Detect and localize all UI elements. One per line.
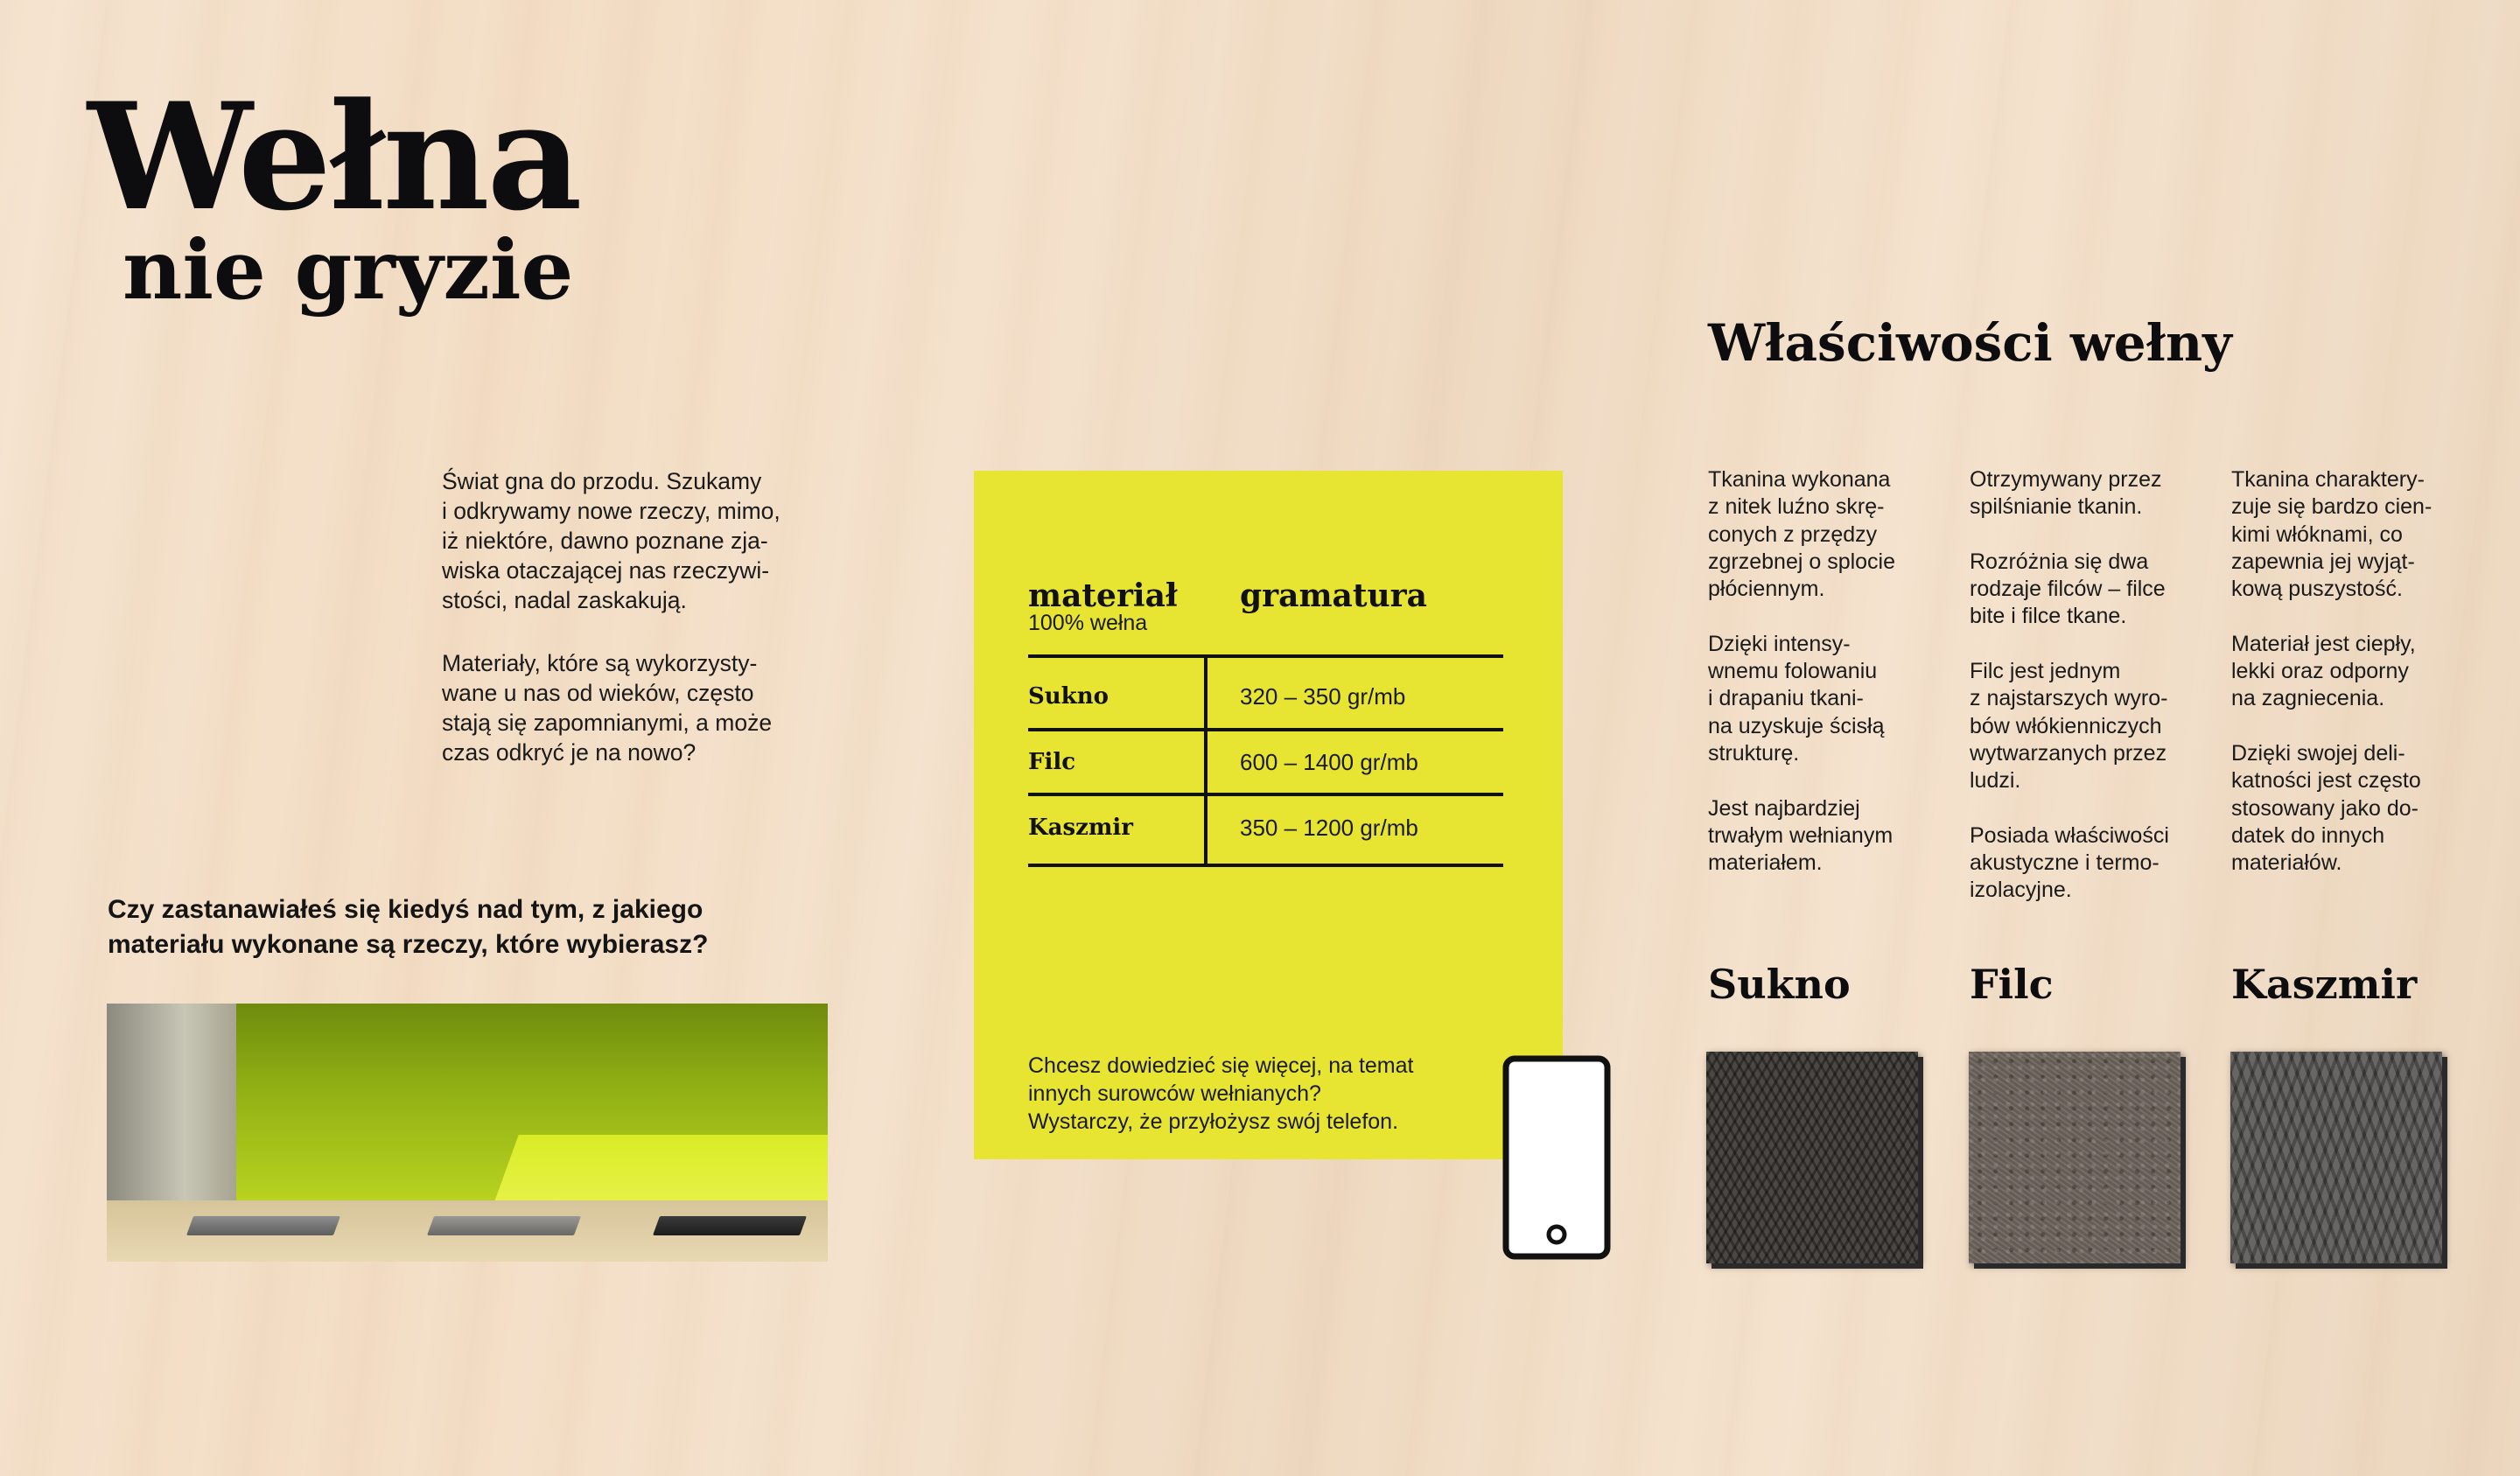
properties-title: Właściwości wełny	[1708, 313, 2232, 373]
table-row-value: 320 – 350 gr/mb	[1240, 683, 1406, 710]
question-text: Czy zastanawiałeś się kiedyś nad tym, z jakiego materiału wykonane są rzeczy, które wybierasz?	[108, 895, 709, 959]
table-rule	[1028, 728, 1503, 731]
fabric-sample-filc	[1969, 1052, 2180, 1263]
table-column-divider	[1204, 656, 1208, 865]
table-row-value: 600 – 1400 gr/mb	[1240, 749, 1418, 775]
table-row-name: Sukno	[1028, 683, 1109, 710]
properties-column-filc: Otrzymywany przez spilśnianie tkanin. Rozróżnia się dwa rodzaje filców – filce bite i filce tkane. Filc jest jednym z najstarszych wyro- bów włókienniczych wytwarzanych przez ludzi. Posiada właściwości akustyczne i termo- izolacyjne.	[1970, 467, 2169, 903]
properties-column-sukno: Tkanina wykonana z nitek luźno skrę- conych z przędzy zgrzebnej o splocie płóciennym. Dzięki intensy- wnemu folowaniu i drapaniu tkani- na uzyskuje ścisłą strukturę. Jest najbardziej trwałym wełnianym materiałem.	[1708, 467, 1896, 876]
gramatura-panel	[974, 471, 1563, 1159]
page-title: Wełna	[88, 70, 580, 243]
fabric-sample-kaszmir	[2230, 1052, 2442, 1263]
room-photo	[107, 1004, 828, 1262]
table-header-material: materiał	[1028, 577, 1178, 614]
fabric-sample-sukno	[1706, 1052, 1918, 1263]
intro-paragraph-1: Świat gna do przodu. Szukamy i odkrywamy nowe rzeczy, mimo, iż niektóre, dawno poznane zja- wiska otaczającej nas rzeczywi- stości, nadal zaskakują.	[442, 468, 780, 613]
table-header-note: 100% wełna	[1028, 611, 1148, 635]
table-rule	[1028, 864, 1503, 867]
material-label-kaszmir: Kaszmir	[2231, 961, 2418, 1008]
room-light-patch	[492, 1135, 828, 1209]
phone-icon[interactable]	[1502, 1055, 1611, 1260]
table-rule	[1028, 793, 1503, 796]
page-subtitle: nie gryzie	[122, 222, 574, 318]
room-swatch-kaszmir	[653, 1216, 807, 1235]
table-rule	[1028, 654, 1503, 658]
table-row-name: Filc	[1028, 749, 1076, 775]
room-swatch-filc	[427, 1216, 581, 1235]
table-header-gramatura: gramatura	[1240, 577, 1427, 614]
table-row-name: Kaszmir	[1028, 815, 1133, 841]
intro-paragraph-2: Materiały, które są wykorzysty- wane u nas od wieków, często stają się zapomnianymi, a może czas odkryć je na nowo?	[442, 650, 773, 766]
room-swatch-sukno	[186, 1216, 340, 1235]
material-label-filc: Filc	[1970, 961, 2054, 1008]
nfc-call-to-action: Chcesz dowiedzieć się więcej, na temat innych surowców wełnianych? Wystarczy, że przyłożysz swój telefon.	[1028, 1053, 1414, 1134]
properties-column-kaszmir: Tkanina charaktery- zuje się bardzo cien- kimi włóknami, co zapewnia jej wyjąt- kową puszystość. Materiał jest ciepły, lekki oraz odporny na zagniecenia. Dzięki swojej deli- katności jest często stosowany jako do- datek do innych materiałów.	[2231, 467, 2432, 876]
material-label-sukno: Sukno	[1708, 961, 1851, 1008]
table-row-value: 350 – 1200 gr/mb	[1240, 815, 1418, 841]
